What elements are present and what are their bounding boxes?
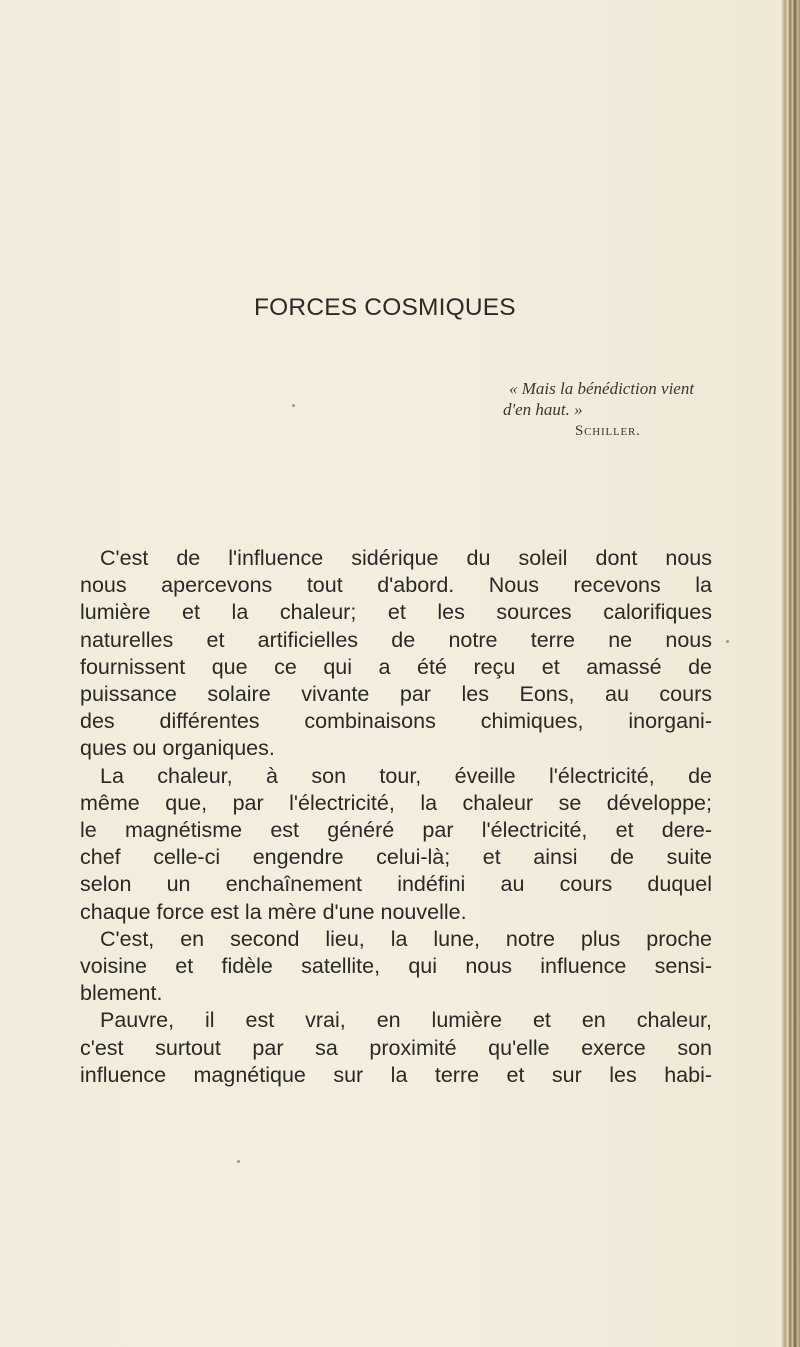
paper-speck <box>726 640 729 643</box>
text-line: puissance solaire vivante par les Eons, au cours <box>80 682 712 707</box>
text-line: fournissent que ce qui a été reçu et amassé de <box>80 654 712 679</box>
page-edge-binding <box>782 0 800 1347</box>
text-line: des différentes combinaisons chimiques, inorgani- <box>80 709 712 734</box>
paper-speck <box>292 404 295 407</box>
text-line: le magnétisme est généré par l'électricité, et dere- <box>80 818 712 843</box>
text-line: selon un enchaînement indéfini au cours duquel <box>80 872 712 897</box>
text-line: même que, par l'électricité, la chaleur se développe; <box>80 790 712 815</box>
text-line: lumière et la chaleur; et les sources calorifiques <box>80 600 712 625</box>
text-line: Pauvre, il est vrai, en lumière et en chaleur, <box>100 1008 712 1033</box>
text-line: chef celle-ci engendre celui-là; et ainsi de suite <box>80 845 712 870</box>
epigraph-line-1: « Mais la bénédiction vient <box>509 379 695 398</box>
body-text <box>80 545 712 1089</box>
text-line: C'est, en second lieu, la lune, notre plus proche <box>100 926 712 951</box>
chapter-title: FORCES COSMIQUES <box>254 294 516 321</box>
paper-speck <box>237 1160 240 1163</box>
text-line: La chaleur, à son tour, éveille l'électricité, de <box>100 763 712 788</box>
epigraph <box>503 378 739 420</box>
text-line: c'est surtout par sa proximité qu'elle exerce son <box>80 1035 712 1060</box>
text-line: ques ou organiques. <box>80 736 275 761</box>
text-line: influence magnétique sur la terre et sur les habi- <box>80 1062 712 1087</box>
text-line: nous apercevons tout d'abord. Nous recevons la <box>80 573 712 598</box>
text-line: naturelles et artificielles de notre terre ne nous <box>80 627 712 652</box>
text-line: blement. <box>80 981 163 1006</box>
text-line: voisine et fidèle satellite, qui nous influence sensi- <box>80 954 712 979</box>
text-line: chaque force est la mère d'une nouvelle. <box>80 899 467 924</box>
epigraph-attribution: Schiller. <box>575 423 641 439</box>
text-line: C'est de l'influence sidérique du soleil dont nous <box>100 546 712 570</box>
epigraph-line-2: d'en haut. » <box>503 400 583 419</box>
